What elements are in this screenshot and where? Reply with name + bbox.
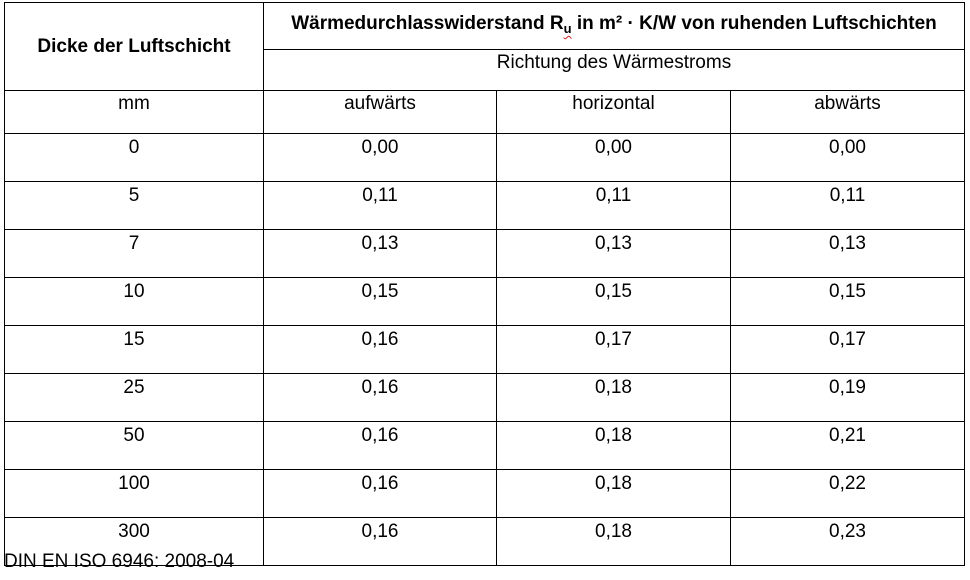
table-row: [5, 182, 965, 230]
value-downward-cell: 0,00: [731, 134, 965, 182]
unit-cell-mm: mm: [5, 91, 264, 134]
value-upward-cell: 0,00: [264, 134, 497, 182]
column-downward: abwärts: [731, 91, 965, 134]
thickness-cell: 300: [5, 518, 264, 566]
value-horizontal-cell: 0,15: [497, 278, 731, 326]
header-title-prefix: Wärmedurchlasswiderstand R: [291, 13, 564, 34]
value-horizontal-cell: 0,18: [497, 518, 731, 566]
table-body: [5, 134, 965, 566]
value-upward-cell: 0,15: [264, 278, 497, 326]
heat-flow-direction-header: Richtung des Wärmestroms: [264, 50, 965, 91]
value-horizontal-cell: 0,17: [497, 326, 731, 374]
value-downward-cell: 0,13: [731, 230, 965, 278]
value-upward-cell: 0,16: [264, 470, 497, 518]
column-horizontal: horizontal: [497, 91, 731, 134]
value-upward-cell: 0,13: [264, 230, 497, 278]
header-subscript: u: [563, 21, 572, 36]
value-horizontal-cell: 0,18: [497, 422, 731, 470]
value-horizontal-cell: 0,13: [497, 230, 731, 278]
value-downward-cell: 0,11: [731, 182, 965, 230]
value-horizontal-cell: 0,11: [497, 182, 731, 230]
source-reference: DIN EN ISO 6946: 2008-04: [4, 551, 235, 572]
table-row: [5, 470, 965, 518]
value-horizontal-cell: 0,18: [497, 470, 731, 518]
air-layer-resistance-table: [4, 2, 965, 566]
table-header-row: [5, 3, 965, 50]
value-downward-cell: 0,23: [731, 518, 965, 566]
value-upward-cell: 0,16: [264, 374, 497, 422]
value-downward-cell: 0,22: [731, 470, 965, 518]
thickness-cell: 25: [5, 374, 264, 422]
thickness-cell: 50: [5, 422, 264, 470]
value-downward-cell: 0,15: [731, 278, 965, 326]
table-row: [5, 326, 965, 374]
table-row: [5, 134, 965, 182]
value-upward-cell: 0,16: [264, 518, 497, 566]
thickness-cell: 10: [5, 278, 264, 326]
value-downward-cell: 0,17: [731, 326, 965, 374]
table-row: [5, 422, 965, 470]
value-downward-cell: 0,21: [731, 422, 965, 470]
thickness-cell: 0: [5, 134, 264, 182]
thickness-cell: 15: [5, 326, 264, 374]
value-upward-cell: 0,16: [264, 326, 497, 374]
value-upward-cell: 0,16: [264, 422, 497, 470]
value-upward-cell: 0,11: [264, 182, 497, 230]
value-horizontal-cell: 0,00: [497, 134, 731, 182]
table-row: [5, 278, 965, 326]
table-units-row: [5, 91, 965, 134]
header-title-suffix: in m² · K/W von ruhenden Luftschichten: [571, 13, 937, 34]
table-row: [5, 374, 965, 422]
layer-thickness-header: Dicke der Luftschicht: [5, 3, 264, 91]
value-downward-cell: 0,19: [731, 374, 965, 422]
table-row: [5, 230, 965, 278]
thickness-cell: 7: [5, 230, 264, 278]
thickness-cell: 5: [5, 182, 264, 230]
column-upward: aufwärts: [264, 91, 497, 134]
thermal-resistance-header: [264, 3, 965, 50]
value-horizontal-cell: 0,18: [497, 374, 731, 422]
thickness-cell: 100: [5, 470, 264, 518]
